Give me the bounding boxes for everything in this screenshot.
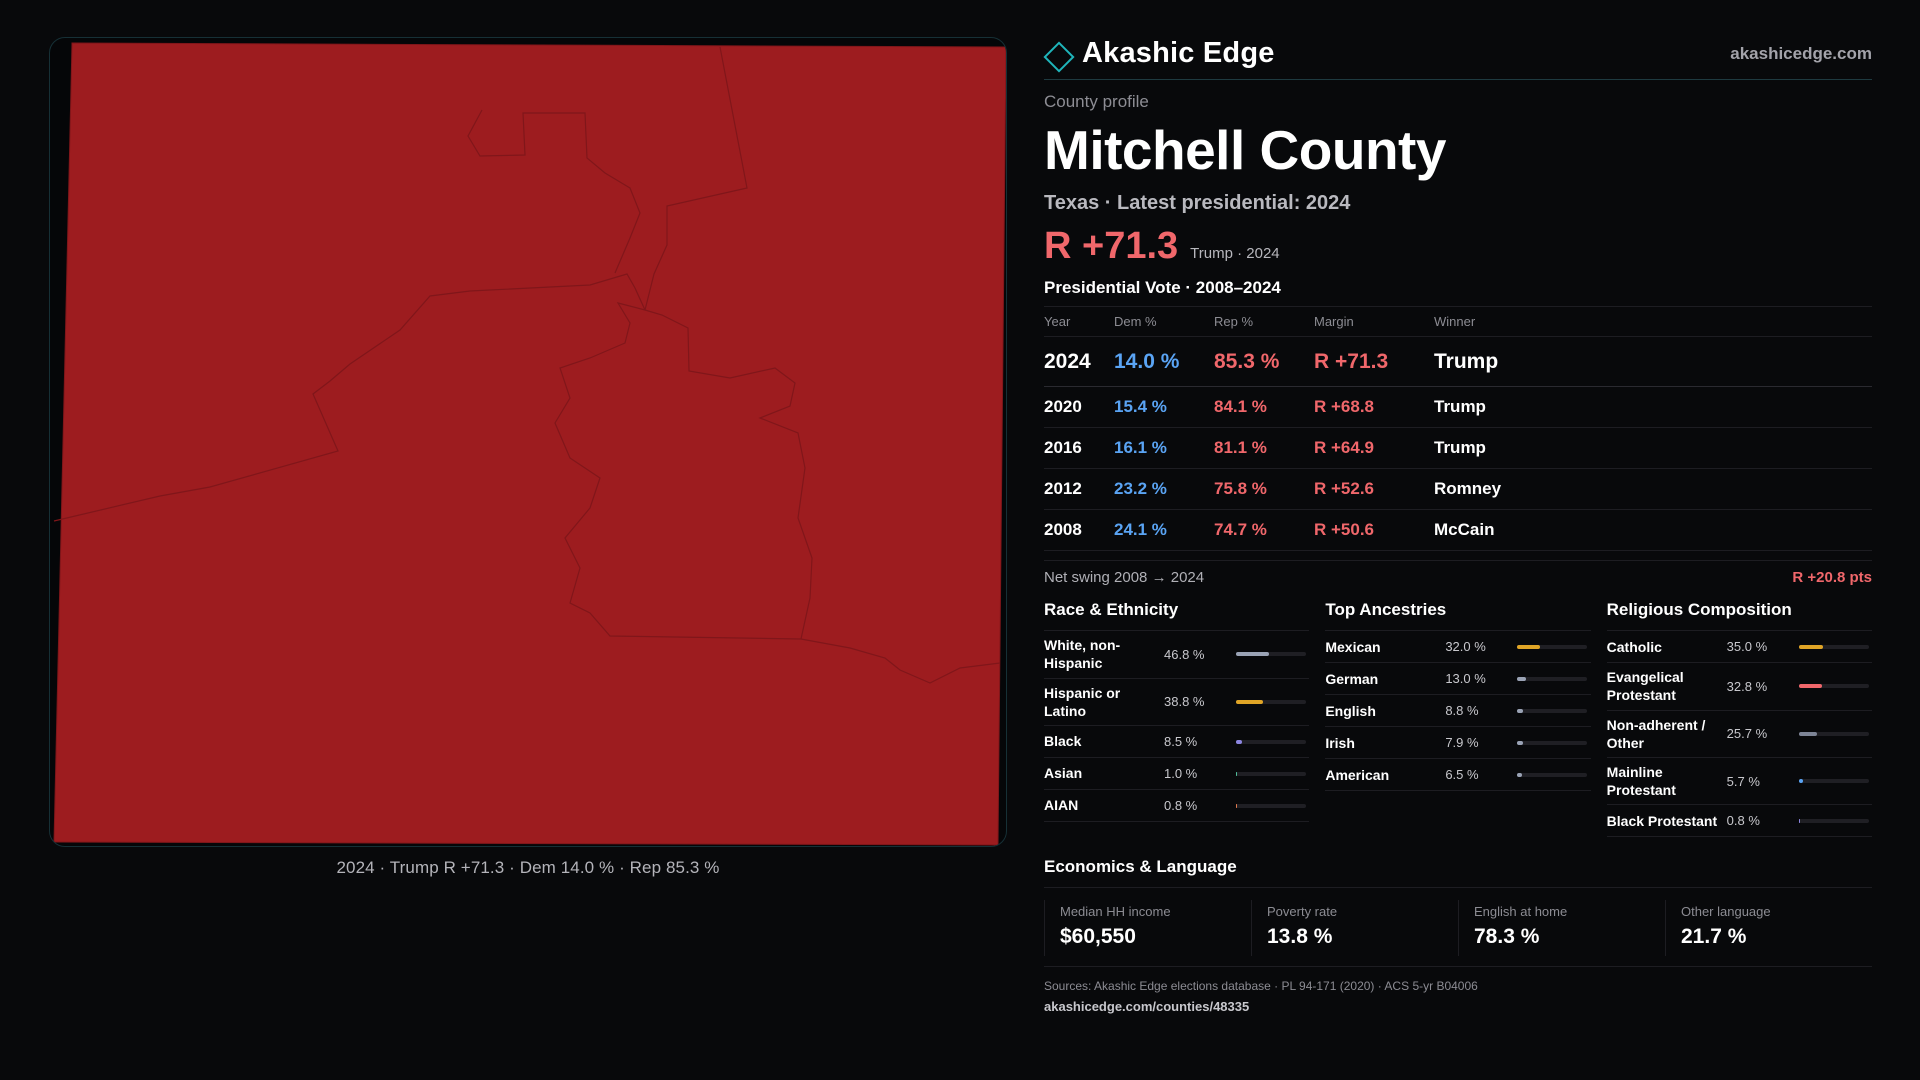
econ-label: Median HH income bbox=[1060, 904, 1171, 920]
margin-cell: R +71.3 bbox=[1314, 337, 1434, 387]
demo-bar-fill bbox=[1799, 819, 1800, 823]
section-title: Top Ancestries bbox=[1325, 600, 1590, 631]
demo-value: 5.7 % bbox=[1726, 773, 1760, 789]
demo-row bbox=[1325, 727, 1590, 759]
demo-value: 46.8 % bbox=[1164, 646, 1205, 662]
econ-label: English at home bbox=[1474, 904, 1568, 920]
margin-cell: R +52.6 bbox=[1314, 469, 1434, 510]
demo-bar-track bbox=[1236, 740, 1306, 744]
demo-bar-track bbox=[1236, 804, 1306, 808]
demo-bar-track bbox=[1799, 819, 1869, 823]
demo-bar-fill bbox=[1236, 700, 1263, 704]
margin-cell: R +64.9 bbox=[1314, 428, 1434, 469]
econ-stat-poverty bbox=[1251, 900, 1458, 956]
brand-header bbox=[1044, 30, 1872, 80]
demo-bar-fill bbox=[1517, 645, 1539, 649]
demo-bar-fill bbox=[1799, 779, 1803, 783]
demo-row bbox=[1044, 726, 1309, 758]
demo-row bbox=[1325, 759, 1590, 791]
demo-label: Hispanic or Latino bbox=[1044, 684, 1121, 719]
econ-value: 13.8 % bbox=[1267, 925, 1333, 949]
demo-row bbox=[1325, 663, 1590, 695]
year-cell: 2008 bbox=[1044, 510, 1114, 551]
demo-label: Mexican bbox=[1325, 638, 1381, 655]
year-cell: 2012 bbox=[1044, 469, 1114, 510]
rep-cell: 84.1 % bbox=[1214, 387, 1314, 428]
county-map-svg bbox=[50, 38, 1007, 847]
demo-value: 8.8 % bbox=[1445, 703, 1479, 719]
brand-name: Akashic Edge bbox=[1082, 37, 1275, 69]
table-row bbox=[1044, 387, 1872, 428]
demo-bar-track bbox=[1236, 772, 1306, 776]
diamond-outline-icon bbox=[1043, 41, 1074, 72]
sources-note: Sources: Akashic Edge elections database · PL 94-171 (2020) · ACS 5-yr B04006 bbox=[1044, 979, 1478, 994]
results-table bbox=[1044, 307, 1872, 552]
econ-stat-income bbox=[1044, 900, 1251, 956]
demo-value: 25.7 % bbox=[1726, 726, 1768, 742]
brand[interactable] bbox=[1044, 37, 1275, 70]
economics-grid bbox=[1044, 900, 1872, 967]
rep-cell: 81.1 % bbox=[1214, 428, 1314, 469]
table-row bbox=[1044, 337, 1872, 387]
demo-value: 0.8 % bbox=[1726, 813, 1760, 829]
demo-label: Mainline Protestant bbox=[1606, 764, 1676, 799]
rep-cell: 74.7 % bbox=[1214, 510, 1314, 551]
county-title: Mitchell County bbox=[1044, 119, 1446, 181]
column-header: Margin bbox=[1314, 307, 1434, 337]
demo-bar-fill bbox=[1236, 740, 1242, 744]
year-cell: 2024 bbox=[1044, 337, 1114, 387]
race-ethnicity-section bbox=[1044, 600, 1309, 837]
economics-title: Economics & Language bbox=[1044, 857, 1872, 888]
econ-value: 78.3 % bbox=[1474, 925, 1540, 949]
winner-cell: Romney bbox=[1434, 469, 1872, 510]
demo-row bbox=[1044, 790, 1309, 822]
demo-value: 6.5 % bbox=[1445, 767, 1479, 783]
demo-value: 32.0 % bbox=[1445, 639, 1486, 655]
econ-label: Other language bbox=[1681, 904, 1771, 920]
demo-value: 7.9 % bbox=[1445, 735, 1479, 751]
demo-row bbox=[1607, 711, 1872, 758]
headline-note: Trump · 2024 bbox=[1190, 244, 1280, 262]
demo-row bbox=[1607, 663, 1872, 710]
demo-bar-track bbox=[1517, 645, 1587, 649]
demo-label: Black Protestant bbox=[1606, 812, 1718, 829]
econ-stat-english bbox=[1458, 900, 1665, 956]
table-row bbox=[1044, 510, 1872, 551]
swing-value: R +20.8 pts bbox=[1792, 569, 1872, 587]
demo-bar-track bbox=[1799, 779, 1869, 783]
demo-row bbox=[1607, 758, 1872, 805]
margin-cell: R +50.6 bbox=[1314, 510, 1434, 551]
demo-label: American bbox=[1325, 766, 1390, 783]
county-shape[interactable] bbox=[54, 43, 1006, 845]
net-swing bbox=[1044, 560, 1872, 586]
ancestry-section bbox=[1325, 600, 1590, 837]
results-title: Presidential Vote · 2008–2024 bbox=[1044, 278, 1872, 307]
demo-value: 0.8 % bbox=[1164, 798, 1198, 813]
profile-panel bbox=[1044, 30, 1872, 1014]
demo-bar-track bbox=[1799, 684, 1869, 688]
demo-bar-track bbox=[1799, 645, 1869, 649]
swing-label: Net swing 2008 → 2024 bbox=[1044, 569, 1205, 587]
religion-section bbox=[1607, 600, 1872, 837]
dem-cell: 23.2 % bbox=[1114, 469, 1214, 510]
demo-bar-fill bbox=[1236, 772, 1237, 776]
year-cell: 2020 bbox=[1044, 387, 1114, 428]
rep-cell: 85.3 % bbox=[1214, 337, 1314, 387]
demo-label: Catholic bbox=[1606, 638, 1662, 655]
headline-margin: R +71.3 bbox=[1044, 224, 1179, 267]
demo-row bbox=[1044, 631, 1309, 678]
demo-label: Asian bbox=[1044, 765, 1083, 782]
demo-row bbox=[1607, 805, 1872, 837]
winner-cell: McCain bbox=[1434, 510, 1872, 551]
profile-eyebrow: County profile bbox=[1044, 92, 1149, 111]
demo-bar-track bbox=[1517, 677, 1587, 681]
econ-value: 21.7 % bbox=[1681, 925, 1747, 949]
table-row bbox=[1044, 469, 1872, 510]
demo-value: 32.8 % bbox=[1726, 678, 1768, 694]
demo-bar-fill bbox=[1517, 741, 1523, 745]
econ-value: $60,550 bbox=[1060, 925, 1136, 949]
demographics-grid bbox=[1044, 600, 1872, 837]
demo-bar-track bbox=[1236, 700, 1306, 704]
county-subline: Texas · Latest presidential: 2024 bbox=[1044, 191, 1351, 214]
demo-bar-track bbox=[1236, 652, 1306, 656]
rep-cell: 75.8 % bbox=[1214, 469, 1314, 510]
demo-bar-track bbox=[1517, 773, 1587, 777]
demo-bar-fill bbox=[1799, 645, 1824, 649]
demo-label: English bbox=[1325, 702, 1376, 719]
demo-row bbox=[1044, 679, 1309, 726]
dem-cell: 16.1 % bbox=[1114, 428, 1214, 469]
site-link[interactable]: akashicedge.com bbox=[1730, 43, 1872, 63]
winner-cell: Trump bbox=[1434, 387, 1872, 428]
year-cell: 2016 bbox=[1044, 428, 1114, 469]
demo-label: Non-adherent / Other bbox=[1606, 716, 1706, 751]
demo-label: AIAN bbox=[1044, 797, 1079, 814]
demo-bar-fill bbox=[1236, 652, 1269, 656]
demo-bar-track bbox=[1799, 732, 1869, 736]
county-map[interactable] bbox=[49, 37, 1007, 847]
dem-cell: 14.0 % bbox=[1114, 337, 1214, 387]
demo-row bbox=[1044, 758, 1309, 790]
econ-label: Poverty rate bbox=[1267, 904, 1338, 920]
winner-cell: Trump bbox=[1434, 337, 1872, 387]
margin-cell: R +68.8 bbox=[1314, 387, 1434, 428]
demo-label: White, non-Hispanic bbox=[1044, 637, 1121, 672]
demo-value: 8.5 % bbox=[1164, 734, 1198, 749]
map-caption: 2024 · Trump R +71.3 · Dem 14.0 % · Rep 85.3 % bbox=[336, 858, 720, 877]
results-header-row bbox=[1044, 307, 1872, 337]
demo-row bbox=[1607, 631, 1872, 663]
section-title: Religious Composition bbox=[1607, 600, 1872, 631]
econ-stat-other-language bbox=[1665, 900, 1872, 956]
table-row bbox=[1044, 428, 1872, 469]
demo-value: 13.0 % bbox=[1445, 671, 1486, 687]
column-header: Winner bbox=[1434, 307, 1872, 337]
demo-row bbox=[1325, 695, 1590, 727]
demo-bar-fill bbox=[1517, 709, 1523, 713]
demo-bar-fill bbox=[1236, 804, 1237, 808]
demo-value: 35.0 % bbox=[1726, 639, 1768, 655]
demo-value: 1.0 % bbox=[1164, 766, 1198, 781]
demo-label: Black bbox=[1044, 733, 1082, 750]
demo-row bbox=[1325, 631, 1590, 663]
demo-bar-fill bbox=[1517, 677, 1526, 681]
column-header: Year bbox=[1044, 307, 1114, 337]
winner-cell: Trump bbox=[1434, 428, 1872, 469]
demo-bar-track bbox=[1517, 741, 1587, 745]
demo-bar-fill bbox=[1799, 684, 1822, 688]
column-header: Dem % bbox=[1114, 307, 1214, 337]
demo-label: Evangelical Protestant bbox=[1606, 669, 1684, 704]
demo-bar-track bbox=[1517, 709, 1587, 713]
headline-result bbox=[1044, 225, 1872, 268]
demo-label: German bbox=[1325, 670, 1379, 687]
demo-value: 38.8 % bbox=[1164, 694, 1205, 710]
section-title: Race & Ethnicity bbox=[1044, 600, 1309, 631]
demo-bar-fill bbox=[1799, 732, 1817, 736]
demo-label: Irish bbox=[1325, 734, 1355, 751]
column-header: Rep % bbox=[1214, 307, 1314, 337]
demo-bar-fill bbox=[1517, 773, 1522, 777]
dem-cell: 24.1 % bbox=[1114, 510, 1214, 551]
county-url-link[interactable]: akashicedge.com/counties/48335 bbox=[1044, 999, 1250, 1015]
dem-cell: 15.4 % bbox=[1114, 387, 1214, 428]
